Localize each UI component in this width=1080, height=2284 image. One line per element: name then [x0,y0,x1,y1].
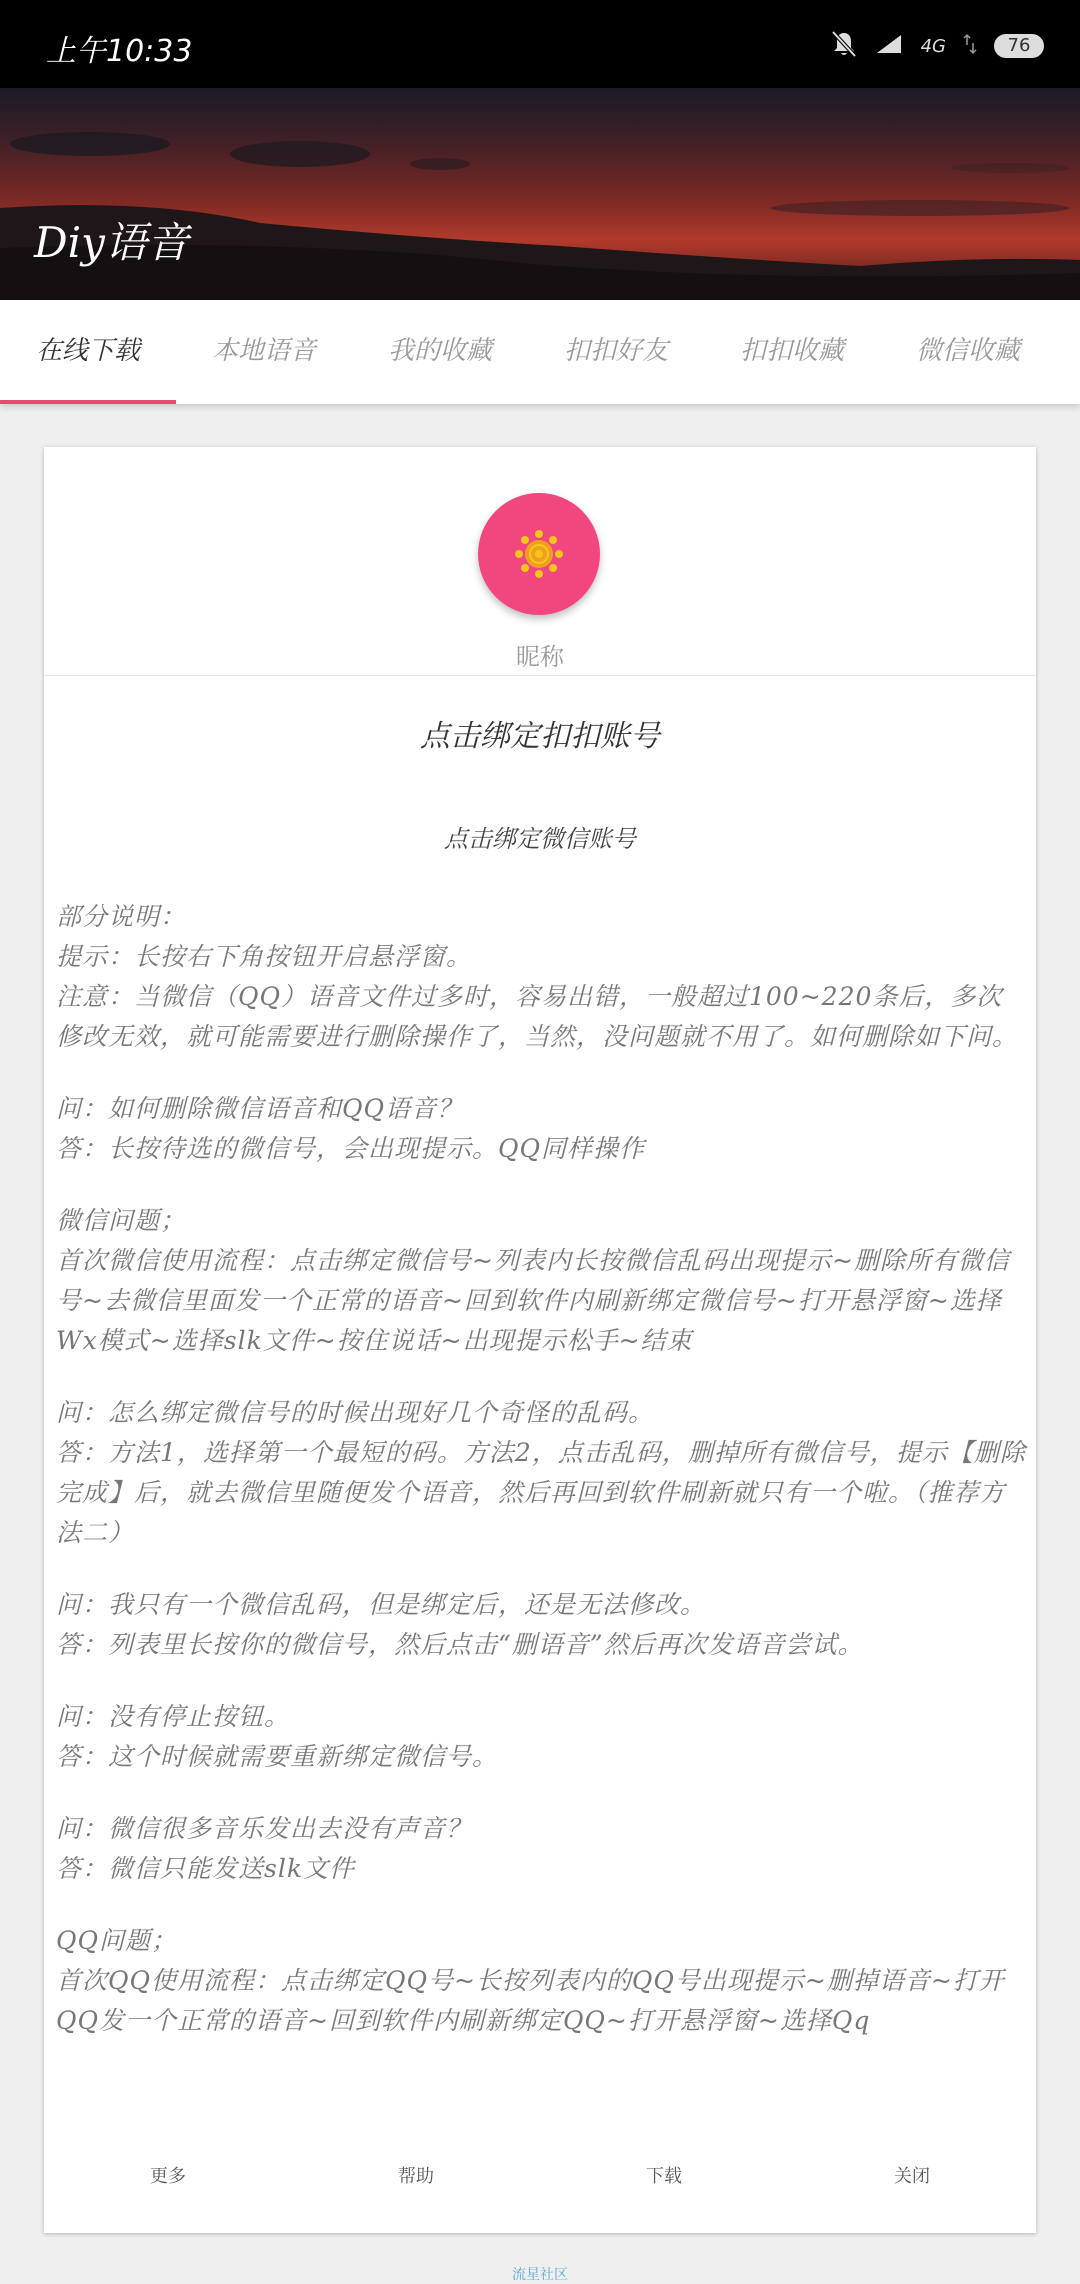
download-button[interactable]: 下载 [646,2166,682,2187]
mute-bell-icon [831,30,857,62]
sun-flower-icon [515,530,563,578]
tab-my-favorites[interactable]: 我的收藏 [387,336,492,366]
network-type: 4G [920,35,946,57]
help-wechat-section: 微信问题； 首次微信使用流程：点击绑定微信号~列表内长按微信乱码出现提示~删除所有微信号~去微信里面发一个正常的语音~回到软件内刷新绑定微信号~打开悬浮窗~选择Wx模式~选择slk文件~按住说话~出现提示松手~结束 [56,1206,1010,1355]
card-footer [44,2147,1036,2207]
profile-card [44,447,1036,2233]
status-bar [0,0,1080,88]
close-button[interactable]: 关闭 [894,2166,930,2187]
more-button[interactable]: 更多 [150,2166,186,2187]
avatar[interactable] [478,493,600,615]
help-qa-garbled: 问：怎么绑定微信号的时候出现好几个奇怪的乱码。 答：方法1，选择第一个最短的码。方法2，点击乱码，删掉所有微信号，提示【删除完成】后，就去微信里随便发个语音，然后再回到软件刷新就只有一个啦。（推荐方法二） [56,1398,1026,1547]
header-banner [0,88,1080,300]
help-qa-delete: 问：如何删除微信语音和QQ语音？ 答：长按待选的微信号，会出现提示。QQ同样操作 [56,1094,645,1163]
status-icons [831,30,1044,62]
divider [44,675,1036,676]
data-arrows-icon [964,33,976,59]
nickname[interactable]: 昵称 [516,643,564,671]
tab-local-voice[interactable]: 本地语音 [211,336,316,366]
status-time: 上午10:33 [46,34,193,69]
help-qq-section: QQ问题； 首次QQ使用流程：点击绑定QQ号~长按列表内的QQ号出现提示~删掉语音~打开QQ发一个正常的语音~回到软件内刷新绑定QQ~打开悬浮窗~选择Qq [56,1926,1005,2035]
tab-bar [0,300,1080,404]
bind-qq-link[interactable]: 点击绑定扣扣账号 [420,719,660,754]
app-title: Diy语音 [34,218,189,267]
tab-online-download[interactable]: 在线下载 [0,300,176,404]
help-button[interactable]: 帮助 [398,2166,434,2187]
tab-qq-favorites[interactable]: 扣扣收藏 [739,336,844,366]
watermark: 流星社区 [512,2267,568,2283]
help-qa-stop-button: 问：没有停止按钮。 答：这个时候就需要重新绑定微信号。 [56,1702,499,1771]
help-qa-no-sound: 问：微信很多音乐发出去没有声音？ 答：微信只能发送slk文件 [56,1814,473,1883]
signal-icon [875,33,903,59]
tab-qq-friends[interactable]: 扣扣好友 [563,336,668,366]
tab-wechat-favorites[interactable]: 微信收藏 [915,336,1020,366]
bind-wechat-link[interactable]: 点击绑定微信账号 [444,825,636,853]
help-intro: 部分说明： 提示：长按右下角按钮开启悬浮窗。 注意：当微信（QQ）语音文件过多时，容易出错，一般超过100~220条后，多次修改无效，就可能需要进行删除操作了，当然，没问题就不用了。如何删除如下问。 [56,902,1019,1051]
battery-indicator: 76 [994,34,1044,58]
help-qa-cannot-modify: 问：我只有一个微信乱码，但是绑定后，还是无法修改。 答：列表里长按你的微信号，然后点击“删语音”然后再次发语音尝试。 [56,1590,864,1659]
help-text [56,897,1026,2035]
